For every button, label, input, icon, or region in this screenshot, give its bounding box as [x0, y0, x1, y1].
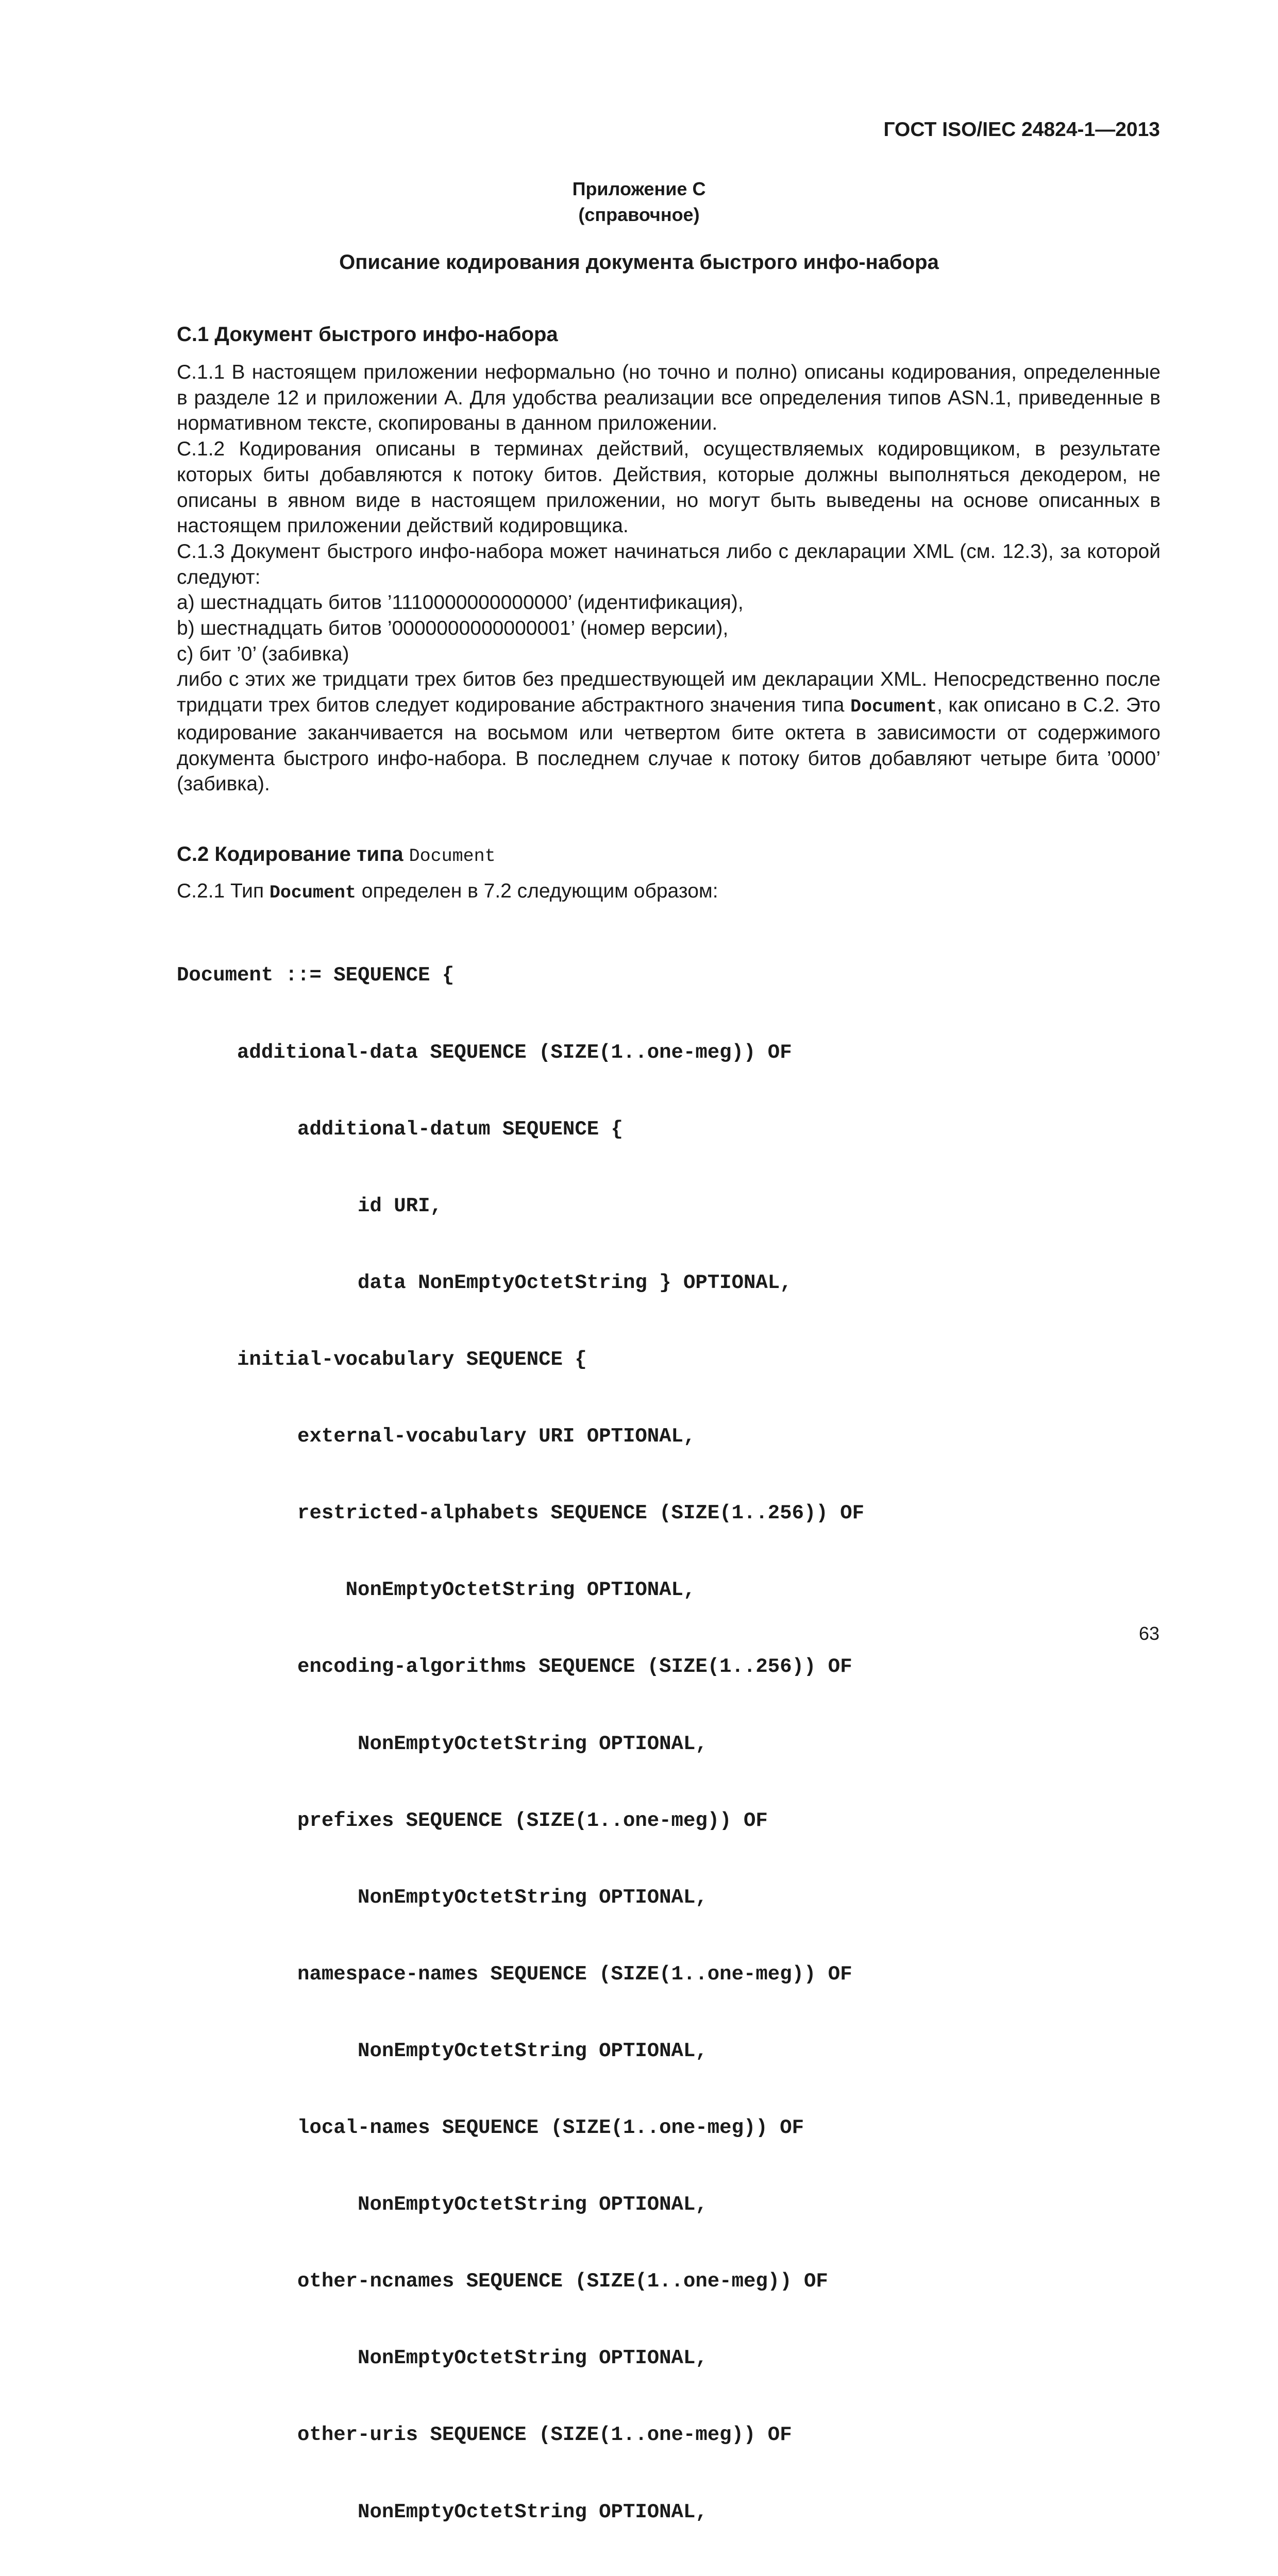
code-line: encoding-algorithms SEQUENCE (SIZE(1..256)) OF [177, 1655, 852, 1679]
section-1-body [124, 360, 1161, 797]
section-2-heading-text: С.2 Кодирование типа [177, 843, 409, 866]
list-item-c: c) бит ’0’ (забивка) [177, 642, 349, 665]
section-1-heading: С.1 Документ быстрого инфо-набора [177, 323, 558, 346]
annex-status: (справочное) [578, 204, 700, 225]
code-line: local-names SEQUENCE (SIZE(1..one-meg)) OF [177, 2116, 804, 2140]
code-line: restricted-alphabets SEQUENCE (SIZE(1..256)) OF [177, 1502, 865, 1525]
code-line: Document ::= SEQUENCE { [177, 964, 455, 987]
paragraph-c-2-1-text-1: С.2.1 Тип [177, 880, 270, 902]
code-line: external-vocabulary URI OPTIONAL, [177, 1425, 696, 1448]
code-line: NonEmptyOctetString OPTIONAL, [177, 1579, 696, 1602]
standard-designation: ГОСТ ISO/IEC 24824-1—2013 [883, 118, 1160, 141]
section-2-heading-code: Document [409, 846, 496, 867]
code-line: NonEmptyOctetString OPTIONAL, [177, 2500, 708, 2523]
code-line: additional-datum SEQUENCE { [177, 1117, 623, 1141]
list-item-a: a) шестнадцать битов ’1110000000000000’ (идентификация), [177, 591, 744, 614]
code-line: other-ncnames SEQUENCE (SIZE(1..one-meg)) OF [177, 2270, 828, 2293]
code-line: NonEmptyOctetString OPTIONAL, [177, 1886, 708, 1909]
code-line: NonEmptyOctetString OPTIONAL, [177, 2193, 708, 2216]
paragraph-after-list [124, 667, 1161, 797]
section-2-heading [177, 841, 496, 870]
code-line: NonEmptyOctetString OPTIONAL, [177, 2347, 708, 2370]
paragraph-c-2-1-text-2: определен в 7.2 следующим образом: [356, 880, 718, 902]
asn1-code-block [177, 912, 1156, 2576]
paragraph-c-1-2: С.1.2 Кодирования описаны в терминах действий, осуществляемых кодировщиком, в результате которых биты добавляются к потоку битов. Действия, которые должны выполняться декодером, не описаны в явном виде в настоящем приложении, но могут быть выведены на основе описанных в настоящем приложении действий кодировщика. [177, 438, 1161, 537]
code-line: namespace-names SEQUENCE (SIZE(1..one-meg)) OF [177, 1962, 852, 1986]
paragraph-c-2-1-code: Document [269, 883, 356, 903]
section-2-intro [124, 878, 1161, 906]
code-line: additional-data SEQUENCE (SIZE(1..one-meg)) OF [177, 1041, 792, 1064]
page-number: 63 [1138, 1623, 1159, 1644]
code-line: id URI, [177, 1194, 442, 1217]
code-line: prefixes SEQUENCE (SIZE(1..one-meg)) OF [177, 1809, 768, 1832]
code-line: other-uris SEQUENCE (SIZE(1..one-meg)) OF [177, 2424, 792, 2447]
type-name-document: Document [850, 697, 937, 718]
code-line: NonEmptyOctetString OPTIONAL, [177, 1732, 708, 1755]
paragraph-c-1-3: С.1.3 Документ быстрого инфо-набора может начинаться либо с декларации XML (см. 12.3), за которой следуют: [177, 540, 1161, 588]
annex-title: Приложение С [572, 178, 706, 199]
annex-heading: Описание кодирования документа быстрого инфо-набора [339, 251, 939, 274]
paragraph-after-list-text-2: , как описано в С.2. Это кодирование заканчивается на восьмом или четвертом бите октета в зависимости от содержимого документа быстрого инфо-набора. В последнем случае к потоку битов добавляют четыре бита ’0000’ (забивка). [177, 694, 1161, 795]
code-line: initial-vocabulary SEQUENCE { [177, 1348, 587, 1371]
list-item-b: b) шестнадцать битов ’0000000000000001’ (номер версии), [177, 617, 729, 640]
paragraph-c-2-1 [124, 878, 1161, 906]
paragraph-c-1-1: С.1.1 В настоящем приложении неформально (но точно и полно) описаны кодирования, определенные в разделе 12 и приложении А. Для удобства реализации все определения типов ASN.1, приведенные в нормативном тексте, скопированы в данном приложении. [177, 361, 1161, 435]
code-line: NonEmptyOctetString OPTIONAL, [177, 2039, 708, 2062]
paragraph-after-list-text-1: либо с этих же тридцати трех битов без предшествующей им декларации XML. Непосредственно после тридцати трех битов следует кодирование абстрактного значения типа [177, 668, 1161, 717]
code-line: data NonEmptyOctetString } OPTIONAL, [177, 1271, 792, 1294]
